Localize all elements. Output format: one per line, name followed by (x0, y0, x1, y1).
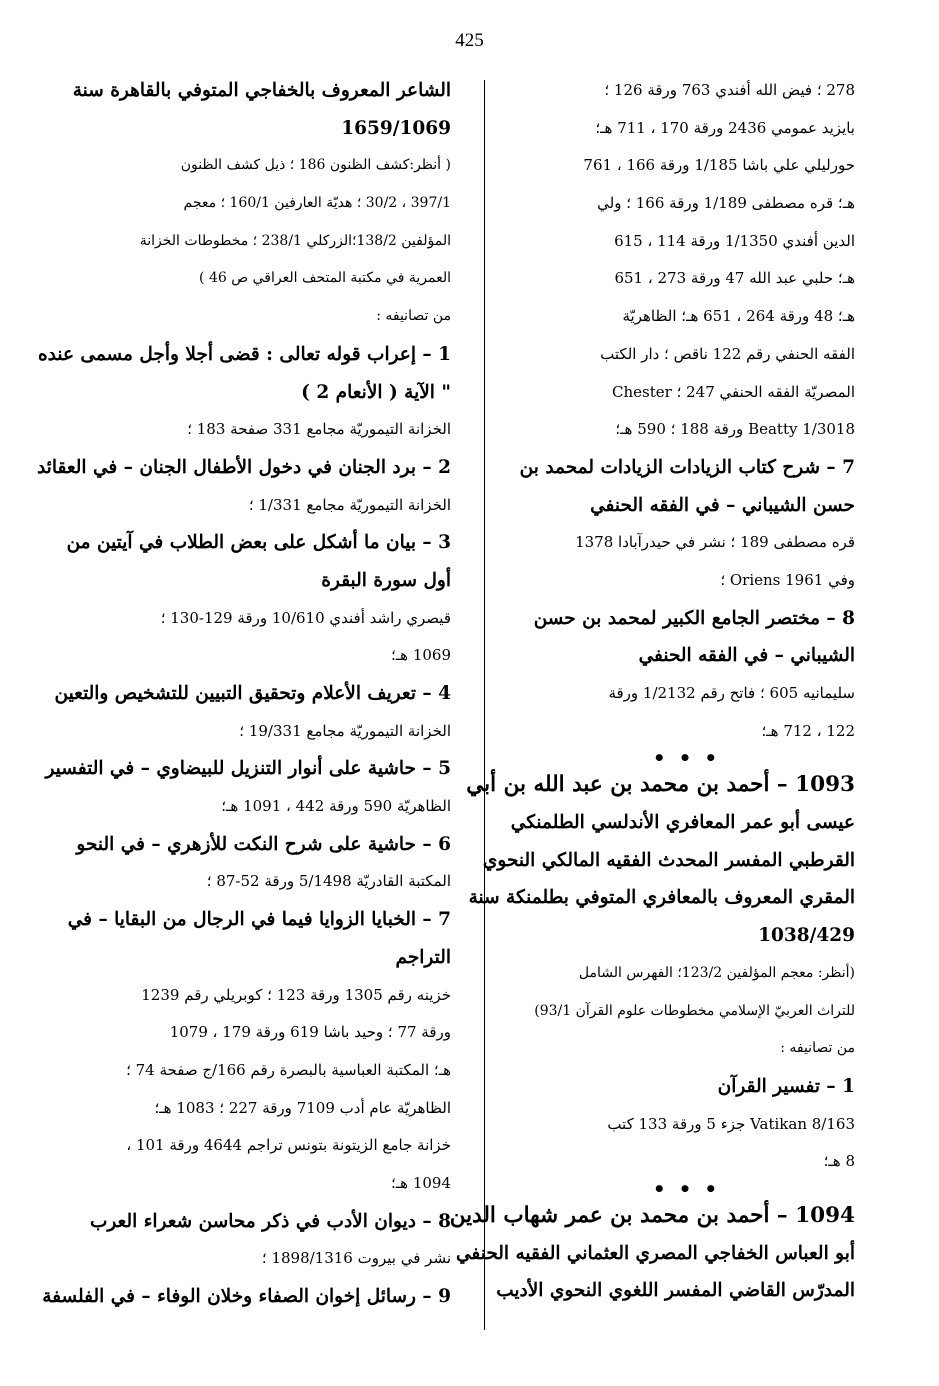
text-line: من تصانيفه : (376, 308, 451, 325)
text-line: 397/1 ، 30/2 ؛ هديّة العارفين 160/1 ؛ معجم (183, 195, 451, 212)
text-line: ورقة 77 ؛ وحيد باشا 619 ورقة 179 ، 1079 (169, 1023, 451, 1042)
entry-heading: 8 – ديوان الأدب في ذكر محاسن شعراء العرب (89, 1210, 451, 1232)
text-line: 1094 هـ؛ (390, 1173, 451, 1192)
entry-heading: أول سورة البقرة (321, 569, 451, 591)
text-line: هـ؛ حلبي عبد الله 47 ورقة 273 ، 651 (614, 269, 855, 288)
text-line: من تصانيفه : (780, 1040, 855, 1057)
page-number: 425 (455, 30, 484, 51)
text-line: Beatty 1/3018 ورقة 188 ؛ 590 هـ؛ (615, 420, 855, 439)
left-column (36, 72, 451, 1316)
biography-heading: 1038/429 (758, 925, 855, 947)
text-line: للتراث العربيّ الإسلامي مخطوطات علوم القرآن 93/1) (534, 1002, 855, 1019)
column-divider (484, 80, 485, 1330)
biography-heading: 1659/1069 (341, 117, 451, 139)
biography-heading: 1093 – أحمد بن محمد بن عبد الله بن أبي (466, 772, 855, 798)
text-line: 1069 هـ؛ (390, 646, 451, 665)
text-line: سليمانيه 605 ؛ فاتح رقم 1/2132 ورقة (608, 684, 855, 702)
biography-heading: أبو العباس الخفاجي المصري العثماني الفقيه الحنفي (455, 1242, 855, 1264)
entry-heading: 4 – تعريف الأعلام وتحقيق التبيين للتشخيص والتعين (54, 683, 451, 704)
text-line: وفي Oriens 1961 ؛ (720, 570, 855, 589)
text-line: ( أنظر:كشف الظنون 186 ؛ ذيل كشف الظنون (180, 157, 451, 174)
entry-heading: " الآية ( الأنعام 2 ) (301, 381, 451, 403)
text-line: 8 هـ؛ (823, 1152, 855, 1171)
text-line: المصريّة الفقه الحنفي 247 ؛ Chester (612, 382, 855, 401)
entry-heading: حسن الشيباني – في الفقه الحنفي (590, 494, 855, 516)
text-line: حورليلي علي باشا 1/185 ورقة 166 ، 761 (583, 156, 855, 175)
text-line: الخزانة التيموريّة مجامع 19/331 ؛ (239, 721, 451, 740)
text-line: خزانة جامع الزيتونة بتونس تراجم 4644 ورقة 101 ، (126, 1136, 451, 1155)
entry-heading: 8 – مختصر الجامع الكبير لمحمد بن حسن (533, 607, 855, 629)
biography-heading: المقري المعروف بالمعافري المتوفي بطلمنكة سنة (468, 887, 855, 909)
entry-heading: 6 – حاشية على شرح النكت للأزهري – في النحو (76, 833, 451, 855)
text-line: العمرية في مكتبة المتحف العراقي ص 46 ) (199, 270, 451, 287)
text-line: (أنظر: معجم المؤلفين 123/2؛ الفهرس الشامل (578, 964, 855, 981)
text-line: قيصري راشد أفندي 10/610 ورقة 129-130 ؛ (160, 608, 451, 627)
section-separator: • • • (652, 746, 721, 771)
text-line: هـ؛ 48 ورقة 264 ، 651 هـ؛ الظاهريّة (622, 307, 855, 326)
text-line: بايزيد عمومي 2436 ورقة 170 ، 711 هـ؛ (595, 118, 855, 137)
text-line: 278 ؛ فيض الله أفندي 763 ورقة 126 ؛ (604, 81, 855, 99)
biography-heading: المدرّس القاضي المفسر اللغوي النحوي الأديب (496, 1280, 855, 1302)
text-line: الفقه الحنفي رقم 122 ناقص ؛ دار الكتب (600, 344, 855, 363)
text-line: الظاهريّة عام أدب 7109 ورقة 227 ؛ 1083 هـ؛ (154, 1098, 451, 1117)
text-line: هـ؛ المكتبة العباسية بالبصرة رقم 166/ج صفحة 74 ؛ (126, 1060, 451, 1079)
text-line: الخزانة التيموريّة مجامع 331 صفحة 183 ؛ (187, 420, 451, 439)
biography-heading: عيسى أبو عمر المعافري الأندلسي الطلمنكي (510, 812, 855, 834)
text-line: الخزانة التيموريّة مجامع 1/331 ؛ (248, 495, 451, 514)
text-line: الظاهريّة 590 ورقة 442 ، 1091 هـ؛ (221, 797, 451, 816)
entry-heading: 3 – بيان ما أشكل على بعض الطلاب في آيتين من (66, 532, 451, 554)
entry-heading: 2 – برد الجنان في دخول الأطفال الجنان – في العقائد (36, 456, 451, 478)
text-line: الدين أفندي 1/1350 ورقة 114 ، 615 (614, 231, 855, 250)
entry-heading: 9 – رسائل إخوان الصفاء وخلان الوفاء – في الفلسفة (42, 1286, 451, 1307)
entry-heading: 7 – شرح كتاب الزيادات الزيادات لمحمد بن (519, 456, 855, 478)
entry-heading: الشيباني – في الفقه الحنفي (638, 645, 855, 667)
text-line: Vatikan 8/163 جزء 5 ورقة 133 كتب (607, 1114, 855, 1133)
text-line: المكتبة القادريّة 5/1498 ورقة 52-87 ؛ (206, 872, 451, 891)
text-line: قره مصطفى 189 ؛ نشر في حيدرآبادا 1378 (575, 533, 855, 552)
text-line: خزينه رقم 1305 ورقة 123 ؛ كوبريلي رقم 1239 (141, 985, 451, 1004)
text-line: نشر في بيروت 1898/1316 ؛ (261, 1249, 451, 1268)
text-line: المؤلفين 138/2؛الزركلي 238/1 ؛ مخطوطات الخزانة (139, 232, 451, 249)
section-separator: • • • (652, 1176, 721, 1201)
text-line: هـ؛ قره مصطفى 1/189 ورقة 166 ؛ ولي (597, 194, 855, 213)
text-line: 122 ، 712 هـ؛ (761, 721, 855, 740)
biography-heading: 1094 – أحمد بن محمد بن عمر شهاب الدين (449, 1202, 855, 1228)
biography-heading: القرطبي المفسر المحدث الفقيه المالكي النحوي (482, 849, 855, 871)
entry-heading: 1 – إعراب قوله تعالى : قضى أجلا وأجل مسمى عنده (37, 343, 451, 365)
entry-heading: 7 – الخبايا الزوايا فيما في الرجال من البقايا – في (67, 909, 451, 931)
entry-heading: التراجم (395, 946, 451, 968)
right-column (449, 72, 855, 1310)
entry-heading: 5 – حاشية على أنوار التنزيل للبيضاوي – في التفسير (45, 758, 451, 780)
entry-heading: 1 – تفسير القرآن (717, 1075, 855, 1097)
biography-heading: الشاعر المعروف بالخفاجي المتوفي بالقاهرة سنة (72, 80, 451, 101)
